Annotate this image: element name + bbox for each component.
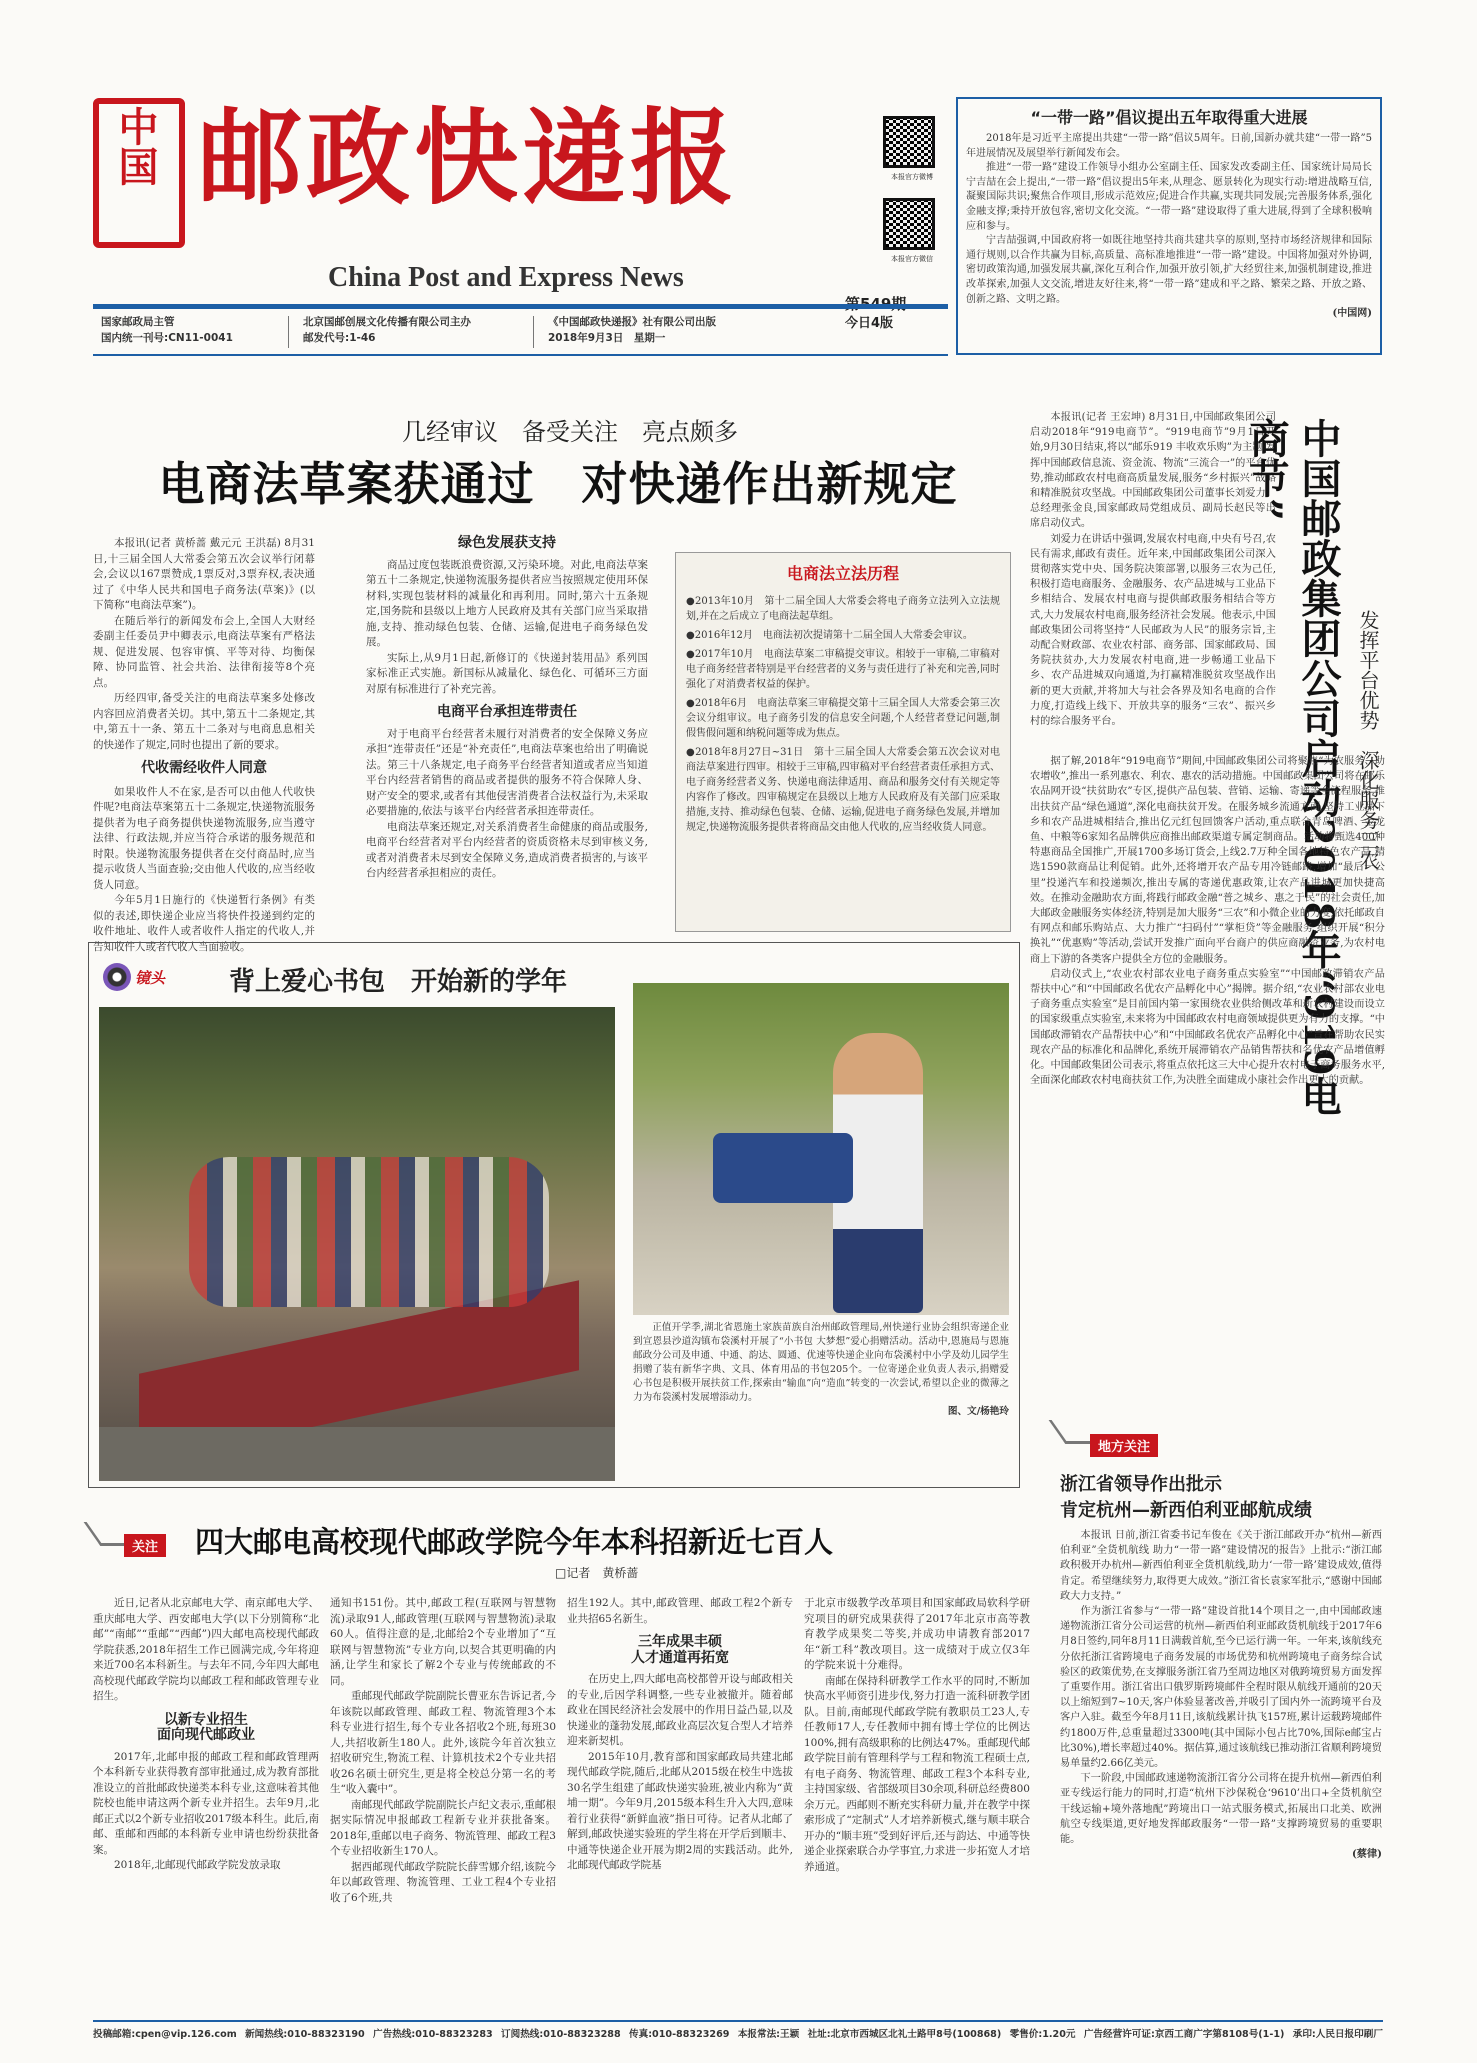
feature-caption xyxy=(633,1321,1009,1481)
qr-caption-wechat: 本报官方微信 xyxy=(891,255,933,263)
paragraph: 商品过度包装既浪费资源,又污染环境。对此,电商法草案第五十二条规定,快递物流服务提供者应当按照规定使用环保材料,实现包装材料的减量化和再利用。同时,第六十五条规定,国务院和县级以上地方人民政府及其有关部门应当采取措施,支持、推动绿色包装、仓储、运输,促进电子商务绿色发展。 xyxy=(366,558,648,648)
lead-kicker: 几经审议 备受关注 亮点颇多 xyxy=(402,418,738,446)
footer-item: 订阅热线:010-88323288 xyxy=(501,2029,621,2040)
paragraph: 通知书151份。其中,邮政工程(互联网与智慧物流)录取91人,邮政管理(互联网与智慧物流)录取60人。值得注意的是,北邮给2个专业增加了“互联网与智慧物流”专业方向,以契合其更明确的内涵,让学生和家长了解2个专业与传统邮政的不同。 xyxy=(330,1597,556,1687)
info-divider xyxy=(288,316,289,348)
paragraph: 南邮现代邮政学院副院长卢纪文表示,重邮根据实际情况申报邮政工程新专业并获批备案。2018年,重邮以电子商务、物流管理、邮政工程3个专业招收新生170人。 xyxy=(330,1798,556,1857)
masthead-logo-char: 中国 xyxy=(112,106,159,186)
paragraph: 据了解,2018年“919电商节”期间,中国邮政集团公司将聚焦“为农服务、助农增收”,推出一系列惠农、利农、惠农的活动措施。中国邮政集团公司将在邮乐农品网开设“扶贫助农”专区,提供产品包装、营销、运输、寄递等全流程服务,推出扶贫产品“绿色通道”,深化电商扶贫开发。在服务城乡流通方面,坚持工业品下乡和农产品进城相结合,推出亿元红包回馈客户活动,重点联合青岛啤酒、金龙鱼、中粮等6家知名品牌供应商推出邮政渠道专属定制商品。活动将甄选400种特惠商品全国推广,开展1700多场订货会,上线2.7万种全国各地特色农产品,精选1590款商品让利促销。此外,还将增开农产品专用冷链邮路,增加“最后一公里”投递汽车和投递频次,推出专属的寄递优惠政策,让农产品进城更加快捷高效。在推动金融助农方面,将践行邮政金融“普之城乡、惠之于民”的社会责任,加大邮政金融服务实体经济,特别是加大服务“三农”和小微企业的力度,依托邮政自有网点和邮乐购站点、大力推广“扫码付”“掌柜贷”等金融服务,组织开展“积分换礼”“优惠购”等活动,尝试开发推广面向平台商户的供应商融资业务,为农村电商上下游的各类客户提供全方位的金融服务。 xyxy=(1030,756,1385,965)
bottom-column-1 xyxy=(93,1596,319,2016)
bottom-column-3 xyxy=(567,1596,793,2016)
belt-road-title: “一带一路”倡议提出五年取得重大进展 xyxy=(1030,108,1308,127)
paragraph: 2018年,北邮现代邮政学院发放录取 xyxy=(114,1859,281,1871)
masthead-english: China Post and Express News xyxy=(328,262,684,293)
lead-subhead: 代收需经收件人同意 xyxy=(141,760,267,776)
history-item: ●2018年6月 电商法草案三审稿提交第十三届全国人大常委会第三次会议分组审议。电子商务引发的信息安全问题,个人经营者登记问题,制假售假问题和纳税问题等成为焦点。 xyxy=(686,698,1000,739)
history-list xyxy=(686,594,1000,835)
local-body xyxy=(1060,1528,1382,2008)
photo-ground xyxy=(99,1427,615,1481)
local-headline-2: 肯定杭州—新西伯利亚邮航成绩 xyxy=(1060,1500,1312,1521)
festival-kicker: 发挥平台优势 深化服务三农 xyxy=(1356,610,1380,870)
paragraph: 2015年10月,教育部和国家邮政局共建北邮现代邮政学院,随后,北邮从2015级在校生中选拔30名学生组建了邮政快递实验班,被业内称为“黄埔一期”。今年9月,2015级本科生升入大四,意味着行业获得“新鲜血液”指日可待。记者从北邮了解到,邮政快递实验班的学生将在开学后到顺丰、中通等快递企业开展为期2周的实践活动。此外,北邮现代邮政学院基 xyxy=(567,1750,793,1871)
feature-kicker-label: 镜头 xyxy=(135,969,166,987)
qr-code-weibo xyxy=(883,116,935,168)
paragraph: 南邮在保持科研教学工作水平的同时,不断加快高水平师资引进步伐,努力打造一流科研教学团队。目前,南邮现代邮政学院有教职员工23人,专任教师17人,专任教师中拥有博士学位的比例达100%,拥有高级职称的比例达47%。重邮现代邮政学院目前有管理科学与工程和物流工程硕士点,有电子商务、物流管理、邮政工程3个本科专业,主持国家级、省部级项目30余项,科研总经费800余万元。西邮则不断充实科研力量,并在教学中探索形成了“定制式”人才培养新模式,继与顺丰联合开办的“顺丰班”受到好评后,还与韵达、中通等快递企业探索联合办学事宜,力求进一步拓宽人才培养通道。 xyxy=(804,1674,1030,1873)
history-item: ●2018年8月27日~31日 第十三届全国人大常委会第五次会议对电商法草案进行四审。相较于三审稿,四审稿对平台经营者责任承担方式、电子商务经营者义务、快递电商法律适用、商品和服务交付有关规定等内容作了修改。四审稿规定在县级以上地方人民政府及有关部门应采取措施,支持、推动绿色包装、仓储、运输,促进电子商务绿色发展,并增加规定,快递物流服务提供者将商品交由他人代收的,应当经收货人同意。 xyxy=(686,747,1000,833)
footer-item: 社址:北京市西城区北礼士路甲8号(100868) xyxy=(807,2029,1002,2040)
bottom-byline: □记者 黄桥蔷 xyxy=(555,1566,639,1580)
photo-students-table xyxy=(99,1007,615,1481)
feature-headline: 背上爱心书包 开始新的学年 xyxy=(229,967,568,997)
lead-headline: 电商法草案获通过 对快递作出新规定 xyxy=(158,457,958,511)
bottom-subhead: 以新专业招生 xyxy=(164,1711,248,1728)
paragraph: 据西邮现代邮政学院院长薛雪娜介绍,该院今年以邮政管理、物流管理、工业工程4个专业招收了6个班,共 xyxy=(330,1860,556,1904)
paragraph: 近日,记者从北京邮电大学、南京邮电大学、重庆邮电大学、西安邮电大学(以下分别简称“北邮”“南邮”“重邮”“西邮”)四大邮电高校现代邮政学院获悉,2018年招生工作已圆满完成,今年将迎来近700名本科新生。与去年不同,今年四大邮电高校现代邮政学院均以邮政工程和邮政管理专业招生。 xyxy=(93,1597,319,1702)
history-item: ●2013年10月 第十二届全国人大常委会将电子商务立法列入立法规划,并在之后成立了电商法起草组。 xyxy=(686,596,1000,622)
paragraph: 启动仪式上,“农业农村部农业电子商务重点实验室”“中国邮政滞销农产品帮扶中心”和“中国邮政名优农产品孵化中心”揭牌。据介绍,“农业农村部农业电子商务重点实验室”是目前国内第一家围绕农业供给侧改革和新农村建设而设立的国家级重点实验室,未来将为中国邮政农村电商领域提供更为有力的支撑。“中国邮政滞销农产品帮扶中心”和“中国邮政名优农产品孵化中心”旨在帮助农民实现农产品的标准化和品牌化,系统开展滞销农产品销售帮扶和名优农产品增值孵化。中国邮政集团公司表示,将重点依托这三大中心提升农村电子商务服务水平,全面深化邮政农村电商扶贫工作,为决胜全面建成小康社会作出更大的贡献。 xyxy=(1030,968,1385,1087)
paragraph: 本报讯 日前,浙江省委书记车俊在《关于浙江邮政开办“杭州—新西伯利亚”全货机航线 助力“一带一路”建设情况的报告》上批示:“浙江邮政积极开办杭州—新西伯利亚全货机航线,助力‘一带一路’建设成效,值得肯定。希望继续努力,取得更大成效。”浙江省长袁家军批示,“感谢中国邮政大力支持。” xyxy=(1060,1530,1382,1602)
footer-item: 本报常法:王颖 xyxy=(737,2029,800,2040)
footer-item: 广告经营许可证:京西工商广字第8108号(1-1) xyxy=(1083,2029,1285,2040)
masthead-logo-seal xyxy=(93,98,185,248)
info-divider xyxy=(533,316,534,348)
info-group-3 xyxy=(548,314,808,346)
belt-road-source: (中国网) xyxy=(1332,308,1372,320)
paragraph: 电商法草案还规定,对关系消费者生命健康的商品或服务,电商平台经营者对平台内经营者的资质资格未尽到审核义务,或者对消费者未尽到安全保障义务,造成消费者损害的,与该平台内经营者承担相应的责任。 xyxy=(366,820,648,879)
paragraph: 推进“一带一路”建设工作领导小组办公室副主任、国家发改委副主任、国家统计局局长宁吉喆在会上提出,“一带一路”倡议提出5年来,从理念、愿景转化为现实行动:增进战略互信,凝聚国际共识;聚焦合作项目,形成示范效应;促进合作共赢,实现共同发展;完善服务体系,强化金融支撑;秉持开放包容,密切文化交流。“一带一路”建设取得了重大进展,得到了全球积极响应和参与。 xyxy=(966,162,1372,232)
info-sponsor: 北京国邮创展文化传播有限公司主办 xyxy=(303,316,471,328)
lead-subhead: 电商平台承担连带责任 xyxy=(437,704,577,720)
info-group-2 xyxy=(303,314,553,346)
info-issn: 国内统一刊号:CN11-0041 xyxy=(101,332,233,344)
qr-caption-weibo: 本报官方微博 xyxy=(891,173,933,181)
masthead-rule-top xyxy=(93,304,948,309)
festival-body-bottom xyxy=(1030,754,1385,1314)
paragraph: 招生192人。其中,邮政管理、邮政工程2个新专业共招65名新生。 xyxy=(567,1597,793,1625)
footer-item: 零售价:1.20元 xyxy=(1009,2029,1076,2040)
lead-column-1 xyxy=(93,536,315,953)
bottom-subhead: 面向现代邮政业 xyxy=(157,1727,255,1743)
paragraph: 在随后举行的新闻发布会上,全国人大财经委副主任委员尹中卿表示,电商法草案有严格法规、促进发展、包容审慎、平等对待、均衡保障、协同监管、社会共治、法律衔接等8个亮点。 xyxy=(93,614,315,689)
paragraph: 2018年是习近平主席提出共建“一带一路”倡议5周年。日前,国新办就共建“一带一路”5年进展情况及展望举行新闻发布会。 xyxy=(966,133,1372,159)
footer-rule xyxy=(93,2020,1383,2022)
masthead-info-bar xyxy=(93,312,948,354)
caption-text: 正值开学季,湖北省恩施土家族苗族自治州邮政管理局,州快递行业协会组织寄递企业到宣恩县沙道沟镇布袋溪村开展了“小书包 大梦想”爱心捐赠活动。活动中,恩施局与恩施邮政分公司及申通、中通、韵达、圆通、优速等快递企业向布袋溪村中小学及幼儿园学生捐赠了装有新华字典、文具、体育用品的书包205个。一位寄递企业负责人表示,捐赠爱心书包是积极开展扶贫工作,探索由“输血”向“造血”转变的一次尝试,希望以企业的微薄之力为布袋溪村发展增添动力。 xyxy=(633,1322,1009,1403)
footer-item: 传真:010-88323269 xyxy=(629,2029,730,2040)
footer-item: 投稿邮箱:cpen@vip.126.com xyxy=(93,2029,237,2040)
bottom-column-4 xyxy=(804,1596,1030,2016)
ecommerce-festival-story xyxy=(1030,410,1385,1330)
info-printer: 《中国邮政快递报》社有限公司出版 xyxy=(548,316,716,328)
belt-road-body xyxy=(966,132,1372,322)
paragraph: 2017年,北邮申报的邮政工程和邮政管理两个本科新专业获得教育部审批通过,成为教育部批准设立的首批邮政快递类本科专业,这意味着其他院校也能申请这两个新专业并招生。去年9月,北邮正式以2个新专业招收2017级本科生。此后,南邮、重邮和西邮的本科新专业申请也纷纷获批备案。 xyxy=(93,1750,319,1856)
photo-crowd xyxy=(189,1157,549,1307)
masthead xyxy=(93,80,948,350)
page-count: 今日4版 xyxy=(845,316,894,331)
paragraph: 宁吉喆强调,中国政府将一如既往地坚持共商共建共享的原则,坚持市场经济规律和国际通行规则,以合作共赢为目标,高质量、高标准地推进“一带一路”建设。中国将加强对外协调,密切政策沟通,加强发展共赢,深化互利合作,加强开放引领,扩大经贸往来,加强机制建设,推进改革探索,加强人文交流,增进友好往来,将“一带一路”建成和平之路、繁荣之路、开放之路、创新之路、文明之路。 xyxy=(966,235,1372,305)
footer-item: 承印:人民日报印刷厂 xyxy=(1292,2029,1383,2040)
lead-subhead: 绿色发展获支持 xyxy=(458,535,556,551)
footer-item: 新闻热线:010-88323190 xyxy=(245,2029,365,2040)
paragraph: 在历史上,四大邮电高校都曾开设与邮政相关的专业,后因学科调整,一些专业被撤并。随着邮政业在国民经济社会发展中的作用日益凸显,以及快递业的蓬勃发展,邮政业高层次复合型人才培养迎来新契机。 xyxy=(567,1673,793,1747)
masthead-rule-bottom xyxy=(93,354,948,356)
camera-icon xyxy=(103,963,131,991)
photo-boy-with-backpack xyxy=(633,983,1009,1315)
info-postal-code: 邮发代号:1-46 xyxy=(303,332,376,344)
lead-column-2 xyxy=(366,536,648,936)
paragraph: 历经四审,备受关注的电商法草案多处修改内容回应消费者关切。其中,第五十二条规定,其中,第五十一条、第五十二条对与电商息息相关的快递作了规定,同时也提出了新的要求。 xyxy=(93,692,315,751)
bottom-column-2 xyxy=(330,1596,556,2016)
footer-bar xyxy=(93,2026,1383,2046)
paragraph: 下一阶段,中国邮政速递物流浙江省分公司将在提升杭州—新西伯利亚专线运行能力的同时,打造“杭州下沙保税仓‘9610’出口+全货机航空干线运输+境外落地配”跨境出口一站式服务模式,拓展出口北美、欧洲航空专线渠道,更好地发挥邮政服务“一带一路”支撑跨境贸易的重要职能。 xyxy=(1060,1773,1382,1846)
paragraph: 于北京市级教学改革项目和国家邮政局软科学研究项目的研究成果获得了2017年北京市高等教育教学成果奖二等奖,并成功申请教育部2017年“新工科”教改项目。这一成绩对于成立仅3年的学院来说十分难得。 xyxy=(804,1597,1030,1671)
qr-code-wechat xyxy=(883,198,935,250)
paragraph: 重邮现代邮政学院副院长曹亚东告诉记者,今年该院以邮政管理、邮政工程、物流管理3个本科专业进行招生,每个专业各招收2个班,每班30人,共招收新生180人。此外,该院今年首次独立招收研究生,物流工程、计算机技术2个专业共招收26名硕士研究生,更是将全校总分第一名的考生“收入囊中”。 xyxy=(330,1690,556,1795)
photo-backpack xyxy=(713,1133,853,1203)
photo-credit: 图、文/杨艳玲 xyxy=(947,1406,1009,1417)
festival-headline: 中国邮政集团公司启动2018年“919电商节” xyxy=(1243,418,1342,1116)
info-date: 2018年9月3日 星期一 xyxy=(548,332,666,344)
history-item: ●2016年12月 电商法初次提请第十二届全国人大常委会审议。 xyxy=(686,630,973,641)
bottom-focus-tag: 关注 xyxy=(124,1534,166,1557)
history-title: 电商法立法历程 xyxy=(786,564,899,583)
paragraph: 如果收件人不在家,是否可以由他人代收快件呢?电商法草案第五十二条规定,快递物流服务提供者为电子商务提供快递物流服务,应当遵守法律、行政法规,并应当符合承诺的服务规范和时限。快递物流服务提供者在交付商品时,应当提示收货人当面查验;交由他人代收的,应当经收货人同意。 xyxy=(93,785,315,891)
belt-road-box xyxy=(956,97,1382,355)
paragraph: 对于电商平台经营者未履行对消费者的安全保障义务应承担“连带责任”还是“补充责任”,电商法草案也给出了明确说法。第三十八条规定,电子商务平台经营者知道或者应当知道平台内经营者销售的商品或者提供的服务不符合保障人身、财产安全的要求,或者有其他侵害消费者合法权益行为,未采取必要措施的,依法与该平台内经营者承担连带责任。 xyxy=(366,727,648,817)
footer-item: 广告热线:010-88323283 xyxy=(373,2029,493,2040)
info-publisher: 国家邮政局主管 xyxy=(101,316,175,328)
paragraph: 本报讯(记者 黄桥蔷 戴元元 王洪磊) 8月31日,十三届全国人大常委会第五次会议举行闭幕会,会议以167票赞成,1票反对,3票弃权,表决通过了《中华人民共和国电子商务法(草案)》(以下简称“电商法草案”)。 xyxy=(93,537,315,611)
local-headline-1: 浙江省领导作出批示 xyxy=(1060,1474,1222,1495)
local-source: (蔡律) xyxy=(1351,1848,1382,1861)
bottom-headline: 四大邮电高校现代邮政学院今年本科招新近七百人 xyxy=(195,1525,834,1559)
legislation-history-box xyxy=(675,552,1011,932)
paragraph: 今年5月1日施行的《快递暂行条例》有类似的表述,即快递企业应当将快件投递到约定的收件地址、收件人或者收件人指定的代收人,并告知收件人或者代收人当面验收。 xyxy=(93,894,315,953)
paragraph: 本报讯(记者 王宏坤) 8月31日,中国邮政集团公司启动2018年“919电商节”。“919电商节”9月1日开始,9月30日结束,将以“邮乐919 丰收欢乐购”为主题,发挥中国邮政信息流、资金流、物流“三流合一”的平台优势,推动邮政农村电商高质量发展,服务“乡村振兴”战略和精准脱贫攻坚战。中国邮政集团公司董事长刘爱力、总经理张金良,国家邮政局党组成员、副局长赵民等出席启动仪式。 xyxy=(1030,412,1276,530)
history-item: ●2017年10月 电商法草案二审稿提交审议。相较于一审稿,二审稿对电子商务经营者特别是平台经营者的义务与责任进行了补充和完善,同时强化了对消费者权益的保护。 xyxy=(686,649,1000,690)
paragraph: 刘爱力在讲话中强调,发展农村电商,中央有号召,农民有需求,邮政有责任。近年来,中国邮政集团公司深入贯彻落实党中央、国务院决策部署,以服务三农为己任,积极打造电商服务、金融服务、农产品进城与工业品下乡相结合、发展农村电商与提供邮政服务相结合等方式,大力发展农村电商,服务经济社会发展。他表示,中国邮政集团公司将坚持“人民邮政为人民”的服务宗旨,主动配合财政部、农业农村部、商务部、国家邮政局、国务院扶贫办,大力发展农村电商,进一步畅通工业品下乡、农产品进城双向通道,为打赢精准脱贫攻坚战作出新的更大贡献,并将加大与社会各界及知名电商的合作力度,打造线上线下、开放共享的服务“三农”、振兴乡村的综合服务平台。 xyxy=(1030,533,1276,728)
local-focus-tag: 地方关注 xyxy=(1090,1434,1158,1457)
bottom-subhead: 三年成果丰硕 xyxy=(638,1634,722,1650)
paragraph: 作为浙江省参与“一带一路”建设首批14个项目之一,由中国邮政速递物流浙江省分公司运营的杭州—新西伯利亚邮政货机航线于2017年6月8日签约,同年8月11日满载首航,至今已运行满一年。一年来,该航线充分依托浙江省跨境电子商务发展的市场优势和杭州跨境电子商务综合试验区的政策优势,在支撑服务浙江省乃至周边地区对俄跨境贸易方面发挥了重要作用。浙江省出口俄罗斯跨境邮件全程时限从航线开通前的20天以上缩短到7~10天,客户体验显著改善,并吸引了国内外一流跨境平台及客户入驻。截至今年8月11日,该航线累计执飞157班,累计运载跨境邮件约1800万件,总重量超过3300吨(其中国际小包占比70%,国际e邮宝占比30%),增长率超过40%。据估算,通过该航线已推动浙江省顺利跨境贸易单量约2.66亿美元。 xyxy=(1060,1606,1382,1770)
paragraph: 实际上,从9月1日起,新修订的《快递封装用品》系列国家标准正式实施。新国标从减量化、绿色化、可循环三方面对原有标准进行了补充完善。 xyxy=(366,651,648,695)
masthead-title: 邮政快递报 xyxy=(198,96,739,219)
info-group-1 xyxy=(101,314,301,346)
photo-feature-box xyxy=(88,942,1020,1488)
bottom-subhead: 人才通道再拓宽 xyxy=(631,1649,729,1666)
